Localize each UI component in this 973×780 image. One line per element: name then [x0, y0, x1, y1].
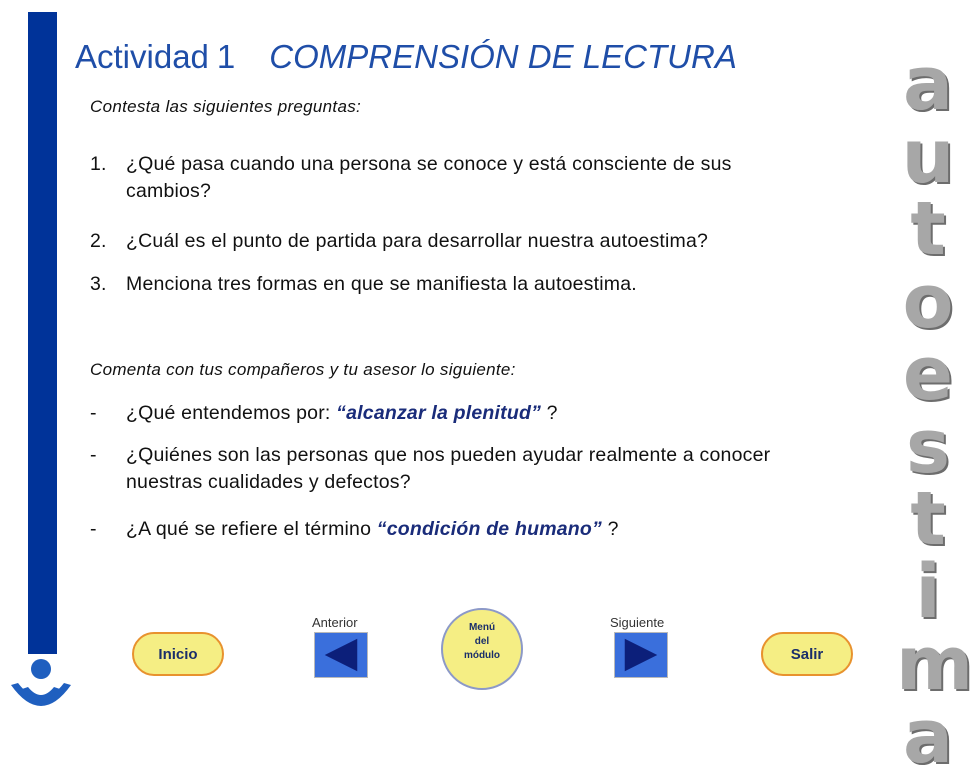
item-text: ¿Qué entendemos por: [126, 402, 337, 424]
menu-label-line: Menú [468, 622, 496, 633]
page-title [75, 38, 737, 76]
anterior-button[interactable] [314, 632, 368, 678]
letter: i [915, 548, 941, 635]
arrow-left-icon [315, 633, 367, 677]
item-text: ¿Quiénes son las personas que nos pueden ayudar realmente a conocer nuestras cualidades y defectos? [126, 444, 771, 493]
letter: m [896, 621, 973, 707]
siguiente-button[interactable] [614, 632, 668, 678]
logo-icon [8, 655, 74, 715]
question-3 [90, 271, 890, 298]
emphasis-text: “condición de humano” [376, 518, 602, 540]
item-text: ¿A qué se refiere el término [126, 518, 377, 540]
letter: e [902, 331, 954, 417]
item-text-end: ? [601, 518, 619, 540]
bullet: - [90, 402, 97, 424]
salir-button[interactable]: Salir [761, 632, 853, 676]
discussion-intro: Comenta con tus compañeros y tu asesor lo siguiente: [90, 360, 516, 379]
letter: t [910, 186, 946, 272]
letter: o [902, 258, 954, 345]
activity-subject: COMPRENSIÓN DE LECTURA [269, 38, 737, 75]
question-number: 1. [90, 153, 107, 175]
discussion-item-1 [90, 400, 890, 427]
menu-modulo-button[interactable] [441, 608, 523, 690]
menu-label-line: módulo [463, 650, 501, 661]
letter: t [910, 476, 946, 562]
menu-label-line: del [474, 636, 490, 647]
anterior-label: Anterior [312, 615, 358, 630]
activity-label: Actividad [75, 38, 209, 75]
inicio-button[interactable]: Inicio [132, 632, 224, 676]
letter: a [903, 41, 953, 127]
arrow-right-icon [615, 633, 667, 677]
bullet: - [90, 518, 97, 540]
discussion-item-3 [90, 516, 890, 543]
question-text: Menciona tres formas en que se manifiesta la autoestima. [126, 273, 637, 295]
emphasis-text: “alcanzar la plenitud” [336, 402, 542, 424]
letter: s [905, 403, 951, 490]
discussion-item-2 [90, 442, 820, 496]
question-text: ¿Qué pasa cuando una persona se conoce y está consciente de sus cambios? [126, 153, 732, 202]
item-text-end: ? [541, 402, 558, 424]
letter: u [901, 113, 955, 200]
question-text: ¿Cuál es el punto de partida para desarrollar nuestra autoestima? [126, 230, 709, 252]
siguiente-label: Siguiente [610, 615, 665, 630]
letter: a [903, 693, 953, 780]
vertical-word-autoestima [896, 41, 973, 780]
question-2 [90, 228, 890, 255]
question-1 [90, 151, 740, 205]
instructions: Contesta las siguientes preguntas: [90, 97, 362, 116]
activity-number: 1 [216, 38, 236, 75]
question-number: 3. [90, 273, 107, 295]
side-bar [28, 12, 57, 654]
question-number: 2. [90, 230, 107, 252]
bullet: - [90, 444, 97, 466]
